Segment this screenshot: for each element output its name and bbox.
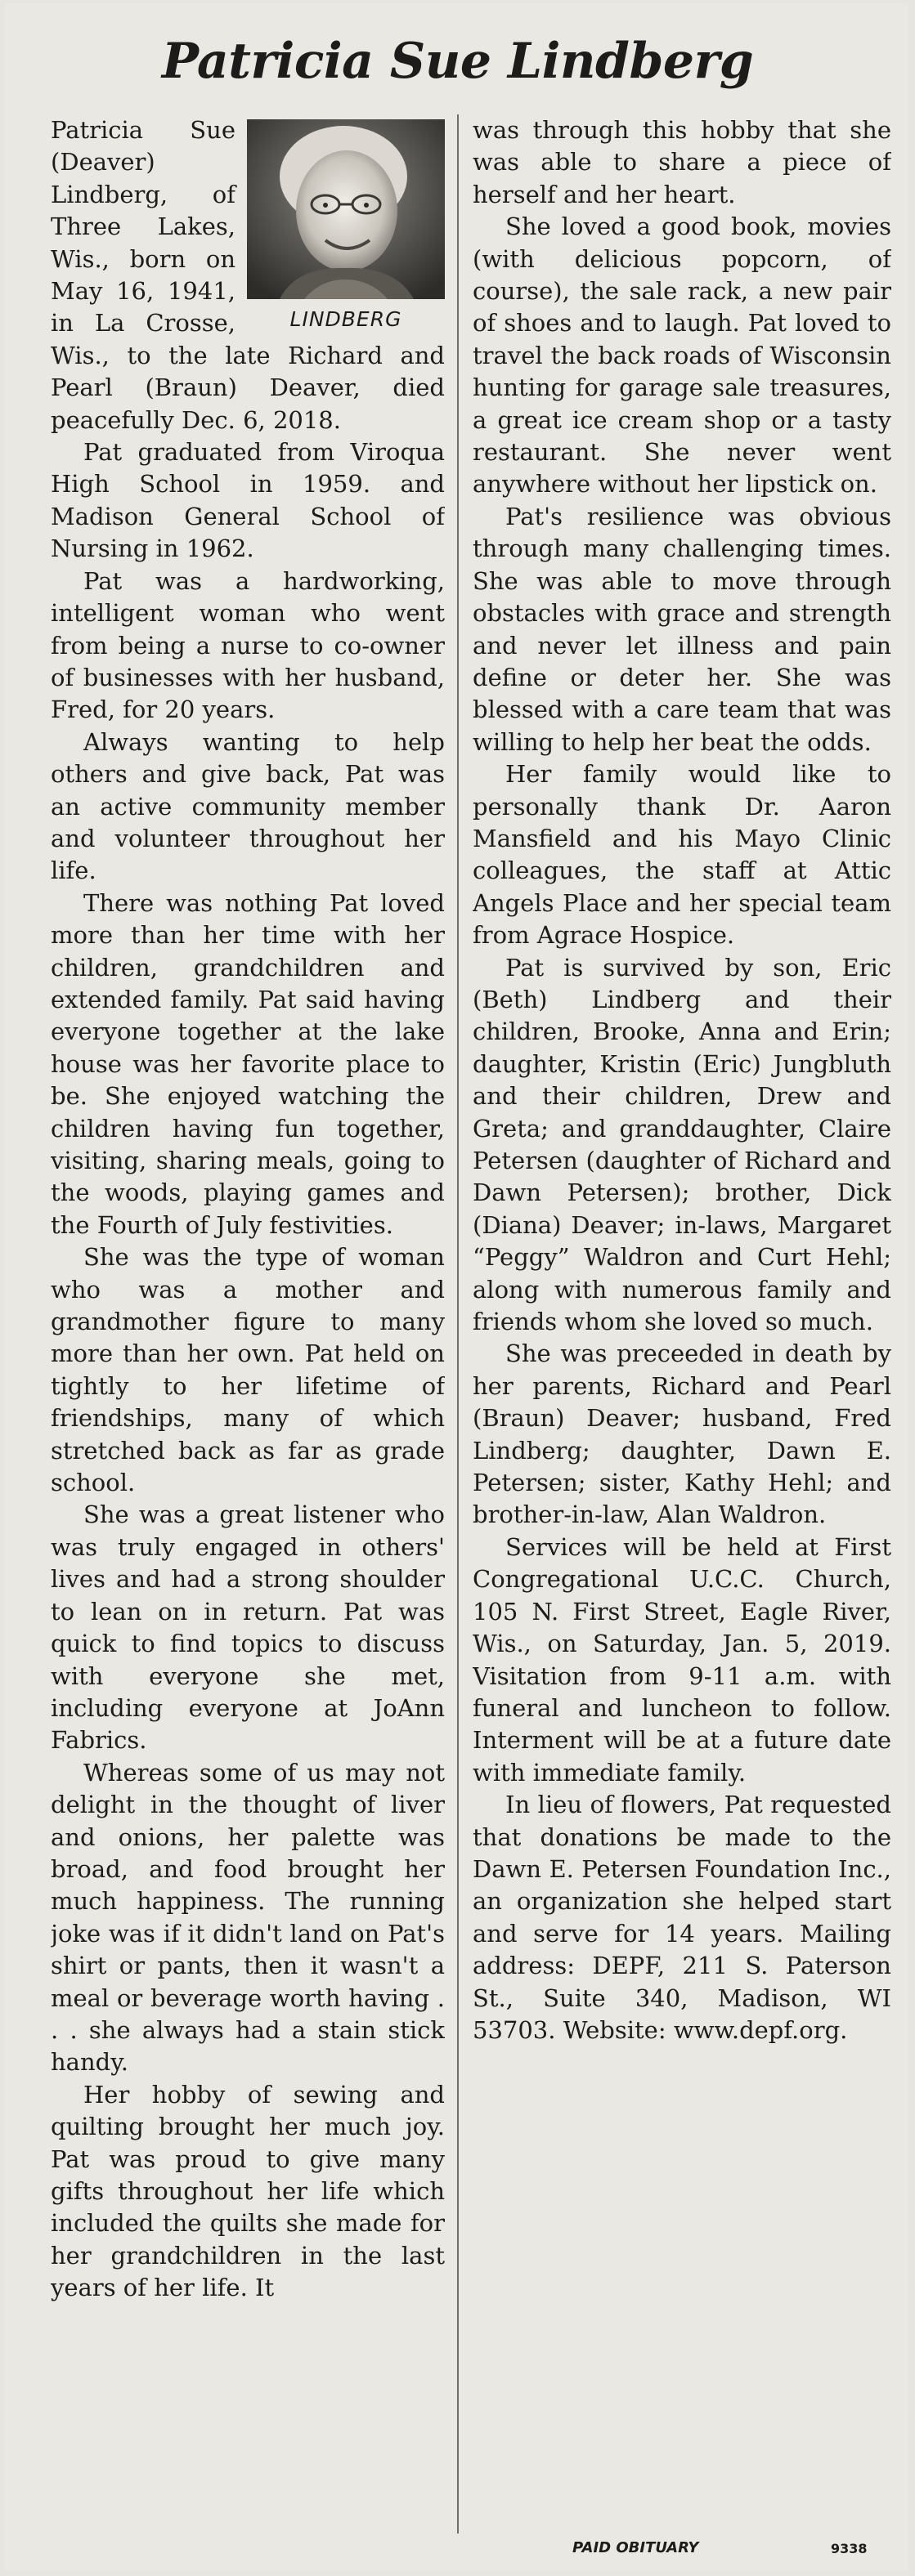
paragraph: was through this hobby that she was able to share a piece of herself and her heart.: [473, 116, 891, 208]
photo-caption: LINDBERG: [289, 307, 402, 331]
paragraph: She was a great listener who was truly engaged in others' lives and had a strong shoulder to lean on in return. Pat was quick to find topics to discuss with everyone she met, including everyone at JoAnn Fabrics.: [51, 1500, 445, 1755]
right-column: [473, 114, 891, 2525]
paragraph: Pat's resilience was obvious through many challenging times. She was able to move through obstacles with grace and strength and never let illness and pain define or deter her. She was blessed with a care team that was willing to help her beat the odds.: [473, 502, 891, 756]
paragraph: Always wanting to help others and give back, Pat was an active community member and volunteer throughout her life.: [51, 727, 445, 885]
paragraph: Her hobby of sewing and quilting brought her much joy. Pat was proud to give many gifts throughout her life which included the quilts she made for her grandchildren in the last years of her life. It: [51, 2080, 445, 2302]
paragraph: She loved a good book, movies (with delicious popcorn, of course), the sale rack, a new pair of shoes and to laugh. Pat loved to travel the back roads of Wisconsin hunting for garage sale treasures, a great ice cream shop or a tasty restaurant. She never went anywhere without her lipstick on.: [473, 212, 891, 499]
footer-code: 9338: [831, 2541, 868, 2556]
paragraph: Pat was a hardworking, intelligent woman who went from being a nurse to co-owner of businesses with her husband, Fred, for 20 years.: [51, 566, 445, 724]
paragraph: Her family would like to personally thank Dr. Aaron Mansfield and his Mayo Clinic colleagues, the staff at Attic Angels Place and her special team from Agrace Hospice.: [473, 760, 891, 950]
column-divider: [457, 114, 459, 2534]
portrait-photo: [247, 119, 445, 299]
paragraph: Pat graduated from Viroqua High School in 1959. and Madison General School of Nursing in 1962.: [51, 438, 445, 563]
paragraph: Services will be held at First Congregational U.C.C. Church, 105 N. First Street, Eagle River, Wis., on Saturday, Jan. 5, 2019. Visitation from 9-11 a.m. with funeral and luncheon to follow. Interment will be at a future date with immediate family.: [473, 1532, 891, 1787]
paragraph-text: Patricia Sue (Deaver) Lindberg, of Three Lakes, Wis., born on May 16, 1941, in La Crosse, Wis., to the late Richard and Pearl (Braun) Deaver, died peacefully Dec. 6, 2018.: [51, 116, 445, 434]
paragraph: Pat is survived by son, Eric (Beth) Lindberg and their children, Brooke, Anna and Erin; daughter, Kristin (Eric) Jungbluth and their children, Drew and Greta; and granddaughter, Claire Petersen (daughter of Richard and Dawn Petersen); brother, Dick (Diana) Deaver; in-laws, Margaret “Peggy” Waldron and Curt Hehl; along with numerous family and friends whom she loved so much.: [473, 953, 891, 1336]
portrait-figure: [247, 119, 445, 332]
left-column: [51, 114, 445, 2525]
paragraph: Whereas some of us may not delight in the thought of liver and onions, her palette was broad, and food brought her much happiness. The running joke was if it didn't land on Pat's shirt or pants, then it wasn't a meal or beverage worth having . . . she always had a stain stick handy.: [51, 1758, 445, 2077]
obituary-title: Patricia Sue Lindberg: [161, 33, 754, 90]
paragraph: [51, 114, 445, 436]
paragraph: In lieu of flowers, Pat requested that donations be made to the Dawn E. Petersen Foundation Inc., an organization she helped start and serve for 14 years. Mailing address: DEPF, 211 S. Paterson St., Suite 340, Madison, WI 53703. Website: www.depf.org.: [473, 1791, 891, 2044]
paragraph: She was preceeded in death by her parents, Richard and Pearl (Braun) Deaver; husband, Fred Lindberg; daughter, Dawn E. Petersen; sister, Kathy Hehl; and brother-in-law, Alan Waldron.: [473, 1339, 891, 1529]
paragraph: There was nothing Pat loved more than her time with her children, grandchildren and extended family. Pat said having everyone together at the lake house was her favorite place to be. She enjoyed watching the children having fun together, visiting, sharing meals, going to the woods, playing games and the Fourth of July festivities.: [51, 888, 445, 1239]
footer-label: PAID OBITUARY: [572, 2539, 699, 2556]
paragraph: She was the type of woman who was a mother and grandmother figure to many more than her own. Pat held on tightly to her lifetime of friendships, many of which stretched back as far as grade school.: [51, 1243, 445, 1497]
